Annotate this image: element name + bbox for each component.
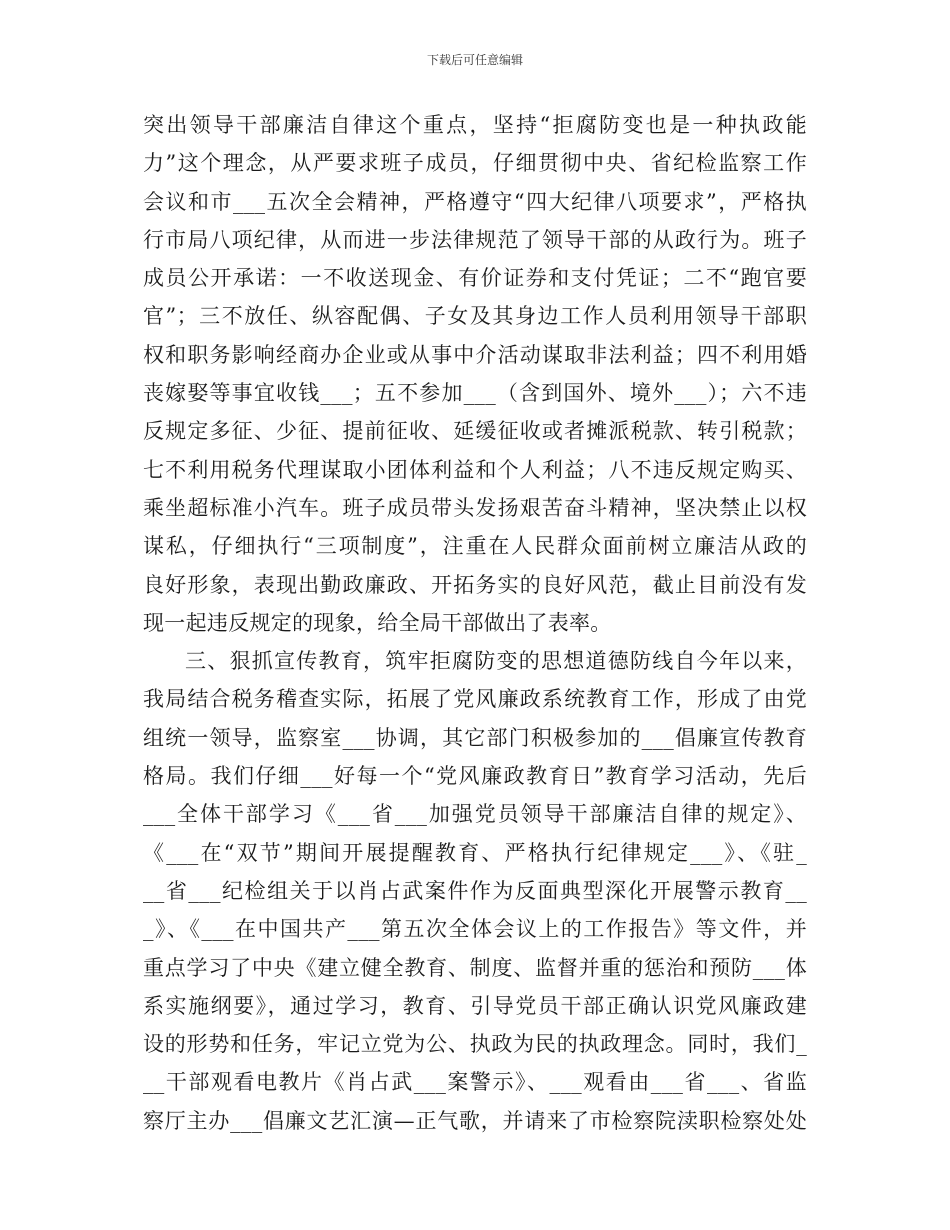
- text-line: 察厅主办___倡廉文艺汇演—正气歌，并请来了市检察院渎职检察处处: [143, 1108, 807, 1133]
- text-line: 格局。我们仔细___好每一个“党风廉政教育日”教育学习活动，先后: [143, 764, 807, 789]
- text-line: 官”；三不放任、纵容配偶、子女及其身边工作人员利用领导干部职: [143, 304, 807, 329]
- text-line: 系实施纲要》，通过学习，教育、引导党员干部正确认识党风廉政建: [143, 993, 807, 1018]
- section-heading-line: 三、狠抓宣传教育，筑牢拒腐防变的思想道德防线自今年以来，: [185, 649, 807, 674]
- text-line: 乘坐超标准小汽车。班子成员带头发扬艰苦奋斗精神，坚决禁止以权: [143, 495, 807, 520]
- text-line: 反规定多征、少征、提前征收、延缓征收或者摊派税款、转引税款；: [143, 419, 807, 444]
- text-line: 成员公开承诺：一不收送现金、有价证券和支付凭证；二不“跑官要: [143, 266, 807, 291]
- text-line: __干部观看电教片《肖占武___案警示》、___观看由___省___、省监: [143, 1070, 807, 1095]
- page-header-note: 下载后可任意编辑: [426, 53, 523, 67]
- text-line: ___全体干部学习《___省___加强党员领导干部廉洁自律的规定》、: [143, 802, 807, 827]
- text-line: 设的形势和任务，牢记立党为公、执政为民的执政理念。同时，我们_: [143, 1032, 807, 1057]
- text-line: 会议和市___五次全会精神，严格遵守“四大纪律八项要求”，严格执: [143, 189, 807, 214]
- text-line: 良好形象，表现出勤政廉政、开拓务实的良好风范，截止目前没有发: [143, 572, 807, 597]
- text-line: 《___在“双节”期间开展提醒教育、严格执行纪律规定___》、《驻_: [143, 840, 807, 865]
- text-line: 力”这个理念，从严要求班子成员，仔细贯彻中央、省纪检监察工作: [143, 151, 807, 176]
- text-line: _》、《___在中国共产___第五次全体会议上的工作报告》等文件，并: [143, 917, 807, 942]
- text-line: __省___纪检组关于以肖占武案件作为反面典型深化开展警示教育__: [143, 878, 807, 903]
- text-line: 突出领导干部廉洁自律这个重点，坚持“拒腐防变也是一种执政能: [143, 113, 807, 137]
- paragraph-end-line: 现一起违反规定的现象，给全局干部做出了表率。: [143, 610, 612, 635]
- text-line: 我局结合税务稽查实际，拓展了党风廉政系统教育工作，形成了由党: [143, 687, 807, 712]
- text-line: 权和职务影响经商办企业或从事中介活动谋取非法利益；四不利用婚: [143, 342, 807, 367]
- text-line: 丧嫁娶等事宜收钱___；五不参加___（含到国外、境外___）；六不违: [143, 381, 807, 406]
- text-line: 组统一领导，监察室___协调，其它部门积极参加的___倡廉宣传教育: [143, 725, 807, 750]
- document-body: [143, 106, 807, 1140]
- text-line: 重点学习了中央《建立健全教育、制度、监督并重的惩治和预防___体: [143, 955, 807, 980]
- text-line: 谋私，仔细执行“三项制度”，注重在人民群众面前树立廉洁从政的: [143, 534, 807, 559]
- text-line: 行市局八项纪律，从而进一步法律规范了领导干部的从政行为。班子: [143, 227, 807, 252]
- text-line: 七不利用税务代理谋取小团体利益和个人利益；八不违反规定购买、: [143, 457, 807, 482]
